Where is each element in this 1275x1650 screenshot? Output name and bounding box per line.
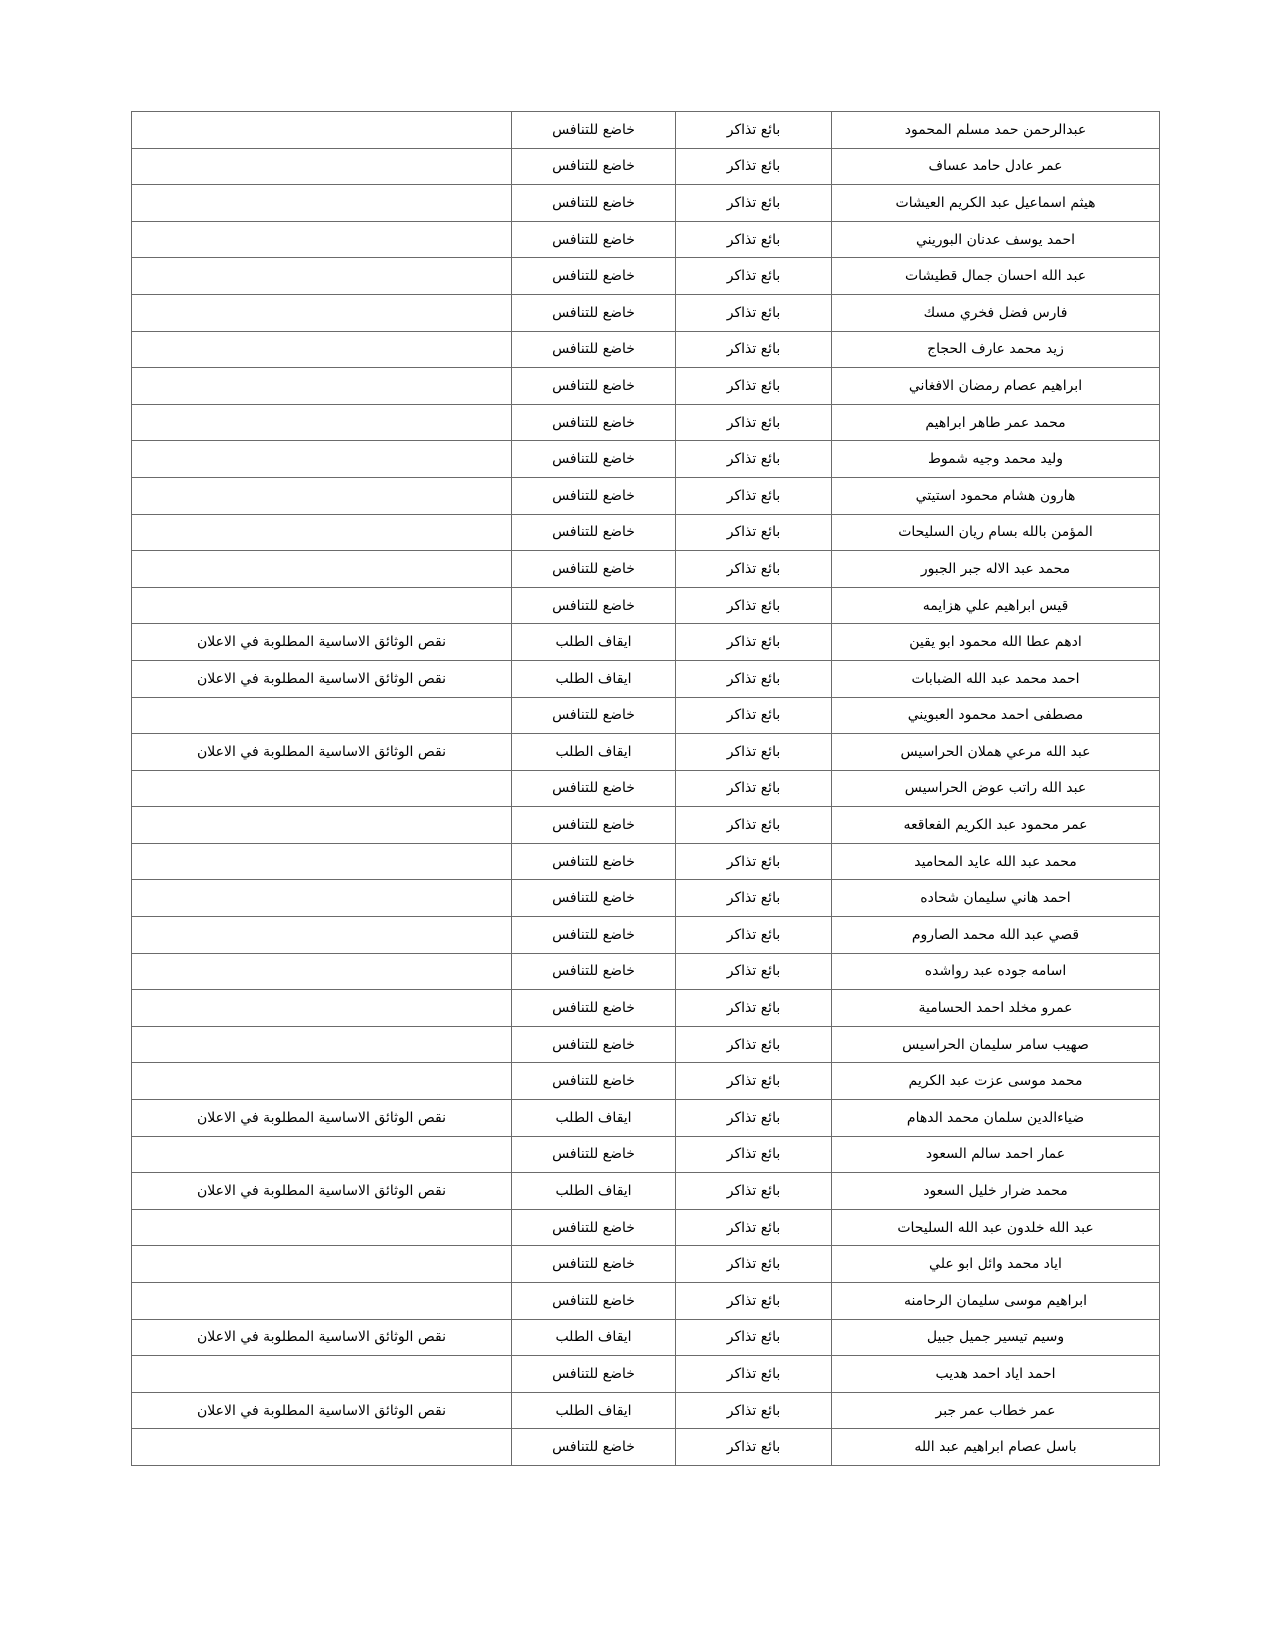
table-row [132,185,1160,222]
table-row [132,770,1160,807]
application-status-cell: خاضع للتنافس [512,917,676,954]
notes-cell [132,148,512,185]
job-title-cell: بائع تذاكر [676,1319,832,1356]
applicant-name-cell: عبد الله احسان جمال قطيشات [832,258,1160,295]
notes-cell [132,697,512,734]
notes-cell [132,1246,512,1283]
job-title-cell: بائع تذاكر [676,734,832,771]
job-title-cell: بائع تذاكر [676,221,832,258]
job-title-cell: بائع تذاكر [676,1246,832,1283]
notes-cell [132,1429,512,1466]
application-status-cell: خاضع للتنافس [512,1246,676,1283]
table-row [132,917,1160,954]
application-status-cell: خاضع للتنافس [512,185,676,222]
application-status-cell: خاضع للتنافس [512,1429,676,1466]
applicant-name-cell: عبد الله راتب عوض الحراسيس [832,770,1160,807]
job-title-cell: بائع تذاكر [676,294,832,331]
application-status-cell: خاضع للتنافس [512,112,676,149]
application-status-cell: خاضع للتنافس [512,331,676,368]
application-status-cell: خاضع للتنافس [512,221,676,258]
table-row [132,843,1160,880]
applicant-name-cell: عمرو مخلد احمد الحسامية [832,990,1160,1027]
job-title-cell: بائع تذاكر [676,990,832,1027]
job-title-cell: بائع تذاكر [676,1356,832,1393]
job-title-cell: بائع تذاكر [676,624,832,661]
applicant-name-cell: هيثم اسماعيل عبد الكريم العيشات [832,185,1160,222]
notes-cell [132,404,512,441]
table-row [132,1136,1160,1173]
applicant-name-cell: المؤمن بالله بسام ريان السليحات [832,514,1160,551]
notes-cell [132,990,512,1027]
application-status-cell: خاضع للتنافس [512,551,676,588]
application-status-cell: ايقاف الطلب [512,1392,676,1429]
table-row [132,294,1160,331]
table-row [132,734,1160,771]
table-row [132,1392,1160,1429]
job-title-cell: بائع تذاكر [676,1136,832,1173]
application-status-cell: خاضع للتنافس [512,990,676,1027]
application-status-cell: خاضع للتنافس [512,1209,676,1246]
table-row [132,258,1160,295]
application-status-cell: ايقاف الطلب [512,734,676,771]
table-row [132,1246,1160,1283]
table-row [132,148,1160,185]
table-row [132,368,1160,405]
table-row [132,807,1160,844]
applicant-name-cell: وليد محمد وجيه شموط [832,441,1160,478]
applicant-name-cell: محمد ضرار خليل السعود [832,1173,1160,1210]
notes-cell [132,477,512,514]
applicant-name-cell: محمد موسى عزت عبد الكريم [832,1063,1160,1100]
applicant-name-cell: احمد اياد احمد هديب [832,1356,1160,1393]
notes-cell [132,1283,512,1320]
notes-cell: نقص الوثائق الاساسية المطلوبة في الاعلان [132,1100,512,1137]
applicant-name-cell: محمد عبد الاله جبر الجبور [832,551,1160,588]
table-row [132,441,1160,478]
application-status-cell: ايقاف الطلب [512,1173,676,1210]
notes-cell [132,1063,512,1100]
notes-cell: نقص الوثائق الاساسية المطلوبة في الاعلان [132,734,512,771]
job-title-cell: بائع تذاكر [676,258,832,295]
application-status-cell: خاضع للتنافس [512,1356,676,1393]
notes-cell [132,1356,512,1393]
table-row [132,1429,1160,1466]
application-status-cell: خاضع للتنافس [512,880,676,917]
applicant-name-cell: محمد عمر طاهر ابراهيم [832,404,1160,441]
applicant-name-cell: مصطفى احمد محمود العبويني [832,697,1160,734]
table-row [132,1209,1160,1246]
applicant-name-cell: وسيم تيسير جميل جبيل [832,1319,1160,1356]
applicant-name-cell: ابراهيم موسى سليمان الرحامنه [832,1283,1160,1320]
applicant-name-cell: اياد محمد وائل ابو علي [832,1246,1160,1283]
applicant-name-cell: احمد هاني سليمان شحاده [832,880,1160,917]
applicants-table-body [132,112,1160,1466]
applicant-name-cell: قيس ابراهيم علي هزايمه [832,587,1160,624]
application-status-cell: خاضع للتنافس [512,258,676,295]
job-title-cell: بائع تذاكر [676,477,832,514]
table-row [132,587,1160,624]
job-title-cell: بائع تذاكر [676,697,832,734]
applicant-name-cell: عبدالرحمن حمد مسلم المحمود [832,112,1160,149]
job-title-cell: بائع تذاكر [676,587,832,624]
job-title-cell: بائع تذاكر [676,148,832,185]
table-row [132,1100,1160,1137]
table-row [132,660,1160,697]
notes-cell [132,1026,512,1063]
application-status-cell: خاضع للتنافس [512,1136,676,1173]
notes-cell [132,221,512,258]
notes-cell [132,294,512,331]
application-status-cell: خاضع للتنافس [512,514,676,551]
job-title-cell: بائع تذاكر [676,441,832,478]
notes-cell [132,770,512,807]
job-title-cell: بائع تذاكر [676,807,832,844]
applicant-name-cell: ابراهيم عصام رمضان الافغاني [832,368,1160,405]
application-status-cell: خاضع للتنافس [512,807,676,844]
application-status-cell: خاضع للتنافس [512,843,676,880]
job-title-cell: بائع تذاكر [676,1283,832,1320]
application-status-cell: ايقاف الطلب [512,1319,676,1356]
job-title-cell: بائع تذاكر [676,770,832,807]
notes-cell: نقص الوثائق الاساسية المطلوبة في الاعلان [132,1173,512,1210]
table-row [132,624,1160,661]
job-title-cell: بائع تذاكر [676,1063,832,1100]
applicant-name-cell: باسل عصام ابراهيم عبد الله [832,1429,1160,1466]
notes-cell [132,331,512,368]
applicant-name-cell: عمار احمد سالم السعود [832,1136,1160,1173]
job-title-cell: بائع تذاكر [676,331,832,368]
applicant-name-cell: احمد يوسف عدنان البوريني [832,221,1160,258]
application-status-cell: خاضع للتنافس [512,148,676,185]
applicant-name-cell: هارون هشام محمود استيتي [832,477,1160,514]
notes-cell [132,551,512,588]
application-status-cell: خاضع للتنافس [512,953,676,990]
table-row [132,112,1160,149]
job-title-cell: بائع تذاكر [676,514,832,551]
job-title-cell: بائع تذاكر [676,1429,832,1466]
application-status-cell: خاضع للتنافس [512,477,676,514]
applicant-name-cell: عمر خطاب عمر جبر [832,1392,1160,1429]
job-title-cell: بائع تذاكر [676,660,832,697]
table-row [132,331,1160,368]
table-row [132,953,1160,990]
applicant-name-cell: عمر عادل حامد عساف [832,148,1160,185]
application-status-cell: ايقاف الطلب [512,1100,676,1137]
table-row [132,1319,1160,1356]
notes-cell [132,843,512,880]
table-row [132,221,1160,258]
table-row [132,990,1160,1027]
job-title-cell: بائع تذاكر [676,551,832,588]
application-status-cell: خاضع للتنافس [512,1026,676,1063]
job-title-cell: بائع تذاكر [676,368,832,405]
table-row [132,514,1160,551]
notes-cell [132,1136,512,1173]
job-title-cell: بائع تذاكر [676,1392,832,1429]
job-title-cell: بائع تذاكر [676,953,832,990]
application-status-cell: خاضع للتنافس [512,1283,676,1320]
applicant-name-cell: عبد الله مرعي هملان الحراسيس [832,734,1160,771]
applicant-name-cell: زيد محمد عارف الحجاج [832,331,1160,368]
application-status-cell: خاضع للتنافس [512,697,676,734]
notes-cell [132,112,512,149]
table-row [132,1283,1160,1320]
applicant-name-cell: محمد عبد الله عايد المحاميد [832,843,1160,880]
job-title-cell: بائع تذاكر [676,404,832,441]
application-status-cell: خاضع للتنافس [512,1063,676,1100]
table-row [132,551,1160,588]
application-status-cell: ايقاف الطلب [512,660,676,697]
applicant-name-cell: عبد الله خلدون عبد الله السليحات [832,1209,1160,1246]
application-status-cell: خاضع للتنافس [512,368,676,405]
applicant-name-cell: فارس فضل فخري مسك [832,294,1160,331]
table-row [132,880,1160,917]
notes-cell [132,514,512,551]
application-status-cell: خاضع للتنافس [512,404,676,441]
notes-cell [132,880,512,917]
table-row [132,1173,1160,1210]
table-row [132,1356,1160,1393]
job-title-cell: بائع تذاكر [676,112,832,149]
job-title-cell: بائع تذاكر [676,843,832,880]
table-row [132,697,1160,734]
notes-cell [132,185,512,222]
notes-cell [132,258,512,295]
applicant-name-cell: ضياءالدين سلمان محمد الدهام [832,1100,1160,1137]
application-status-cell: ايقاف الطلب [512,624,676,661]
applicant-name-cell: عمر محمود عبد الكريم الفعاقعه [832,807,1160,844]
table-row [132,1026,1160,1063]
table-row [132,1063,1160,1100]
job-title-cell: بائع تذاكر [676,1100,832,1137]
applicants-table [131,111,1160,1466]
table-row [132,477,1160,514]
application-status-cell: خاضع للتنافس [512,587,676,624]
notes-cell [132,917,512,954]
job-title-cell: بائع تذاكر [676,1209,832,1246]
applicant-name-cell: قصي عبد الله محمد الصاروم [832,917,1160,954]
applicant-name-cell: احمد محمد عبد الله الضبابات [832,660,1160,697]
job-title-cell: بائع تذاكر [676,1173,832,1210]
application-status-cell: خاضع للتنافس [512,770,676,807]
applicant-name-cell: اسامه جوده عبد رواشده [832,953,1160,990]
applicant-name-cell: صهيب سامر سليمان الحراسيس [832,1026,1160,1063]
notes-cell [132,587,512,624]
table-row [132,404,1160,441]
job-title-cell: بائع تذاكر [676,917,832,954]
notes-cell [132,441,512,478]
application-status-cell: خاضع للتنافس [512,294,676,331]
job-title-cell: بائع تذاكر [676,1026,832,1063]
notes-cell: نقص الوثائق الاساسية المطلوبة في الاعلان [132,660,512,697]
notes-cell [132,1209,512,1246]
notes-cell [132,953,512,990]
notes-cell [132,368,512,405]
notes-cell: نقص الوثائق الاساسية المطلوبة في الاعلان [132,1392,512,1429]
notes-cell: نقص الوثائق الاساسية المطلوبة في الاعلان [132,624,512,661]
job-title-cell: بائع تذاكر [676,880,832,917]
job-title-cell: بائع تذاكر [676,185,832,222]
applicant-name-cell: ادهم عطا الله محمود ابو يقين [832,624,1160,661]
application-status-cell: خاضع للتنافس [512,441,676,478]
notes-cell [132,807,512,844]
notes-cell: نقص الوثائق الاساسية المطلوبة في الاعلان [132,1319,512,1356]
